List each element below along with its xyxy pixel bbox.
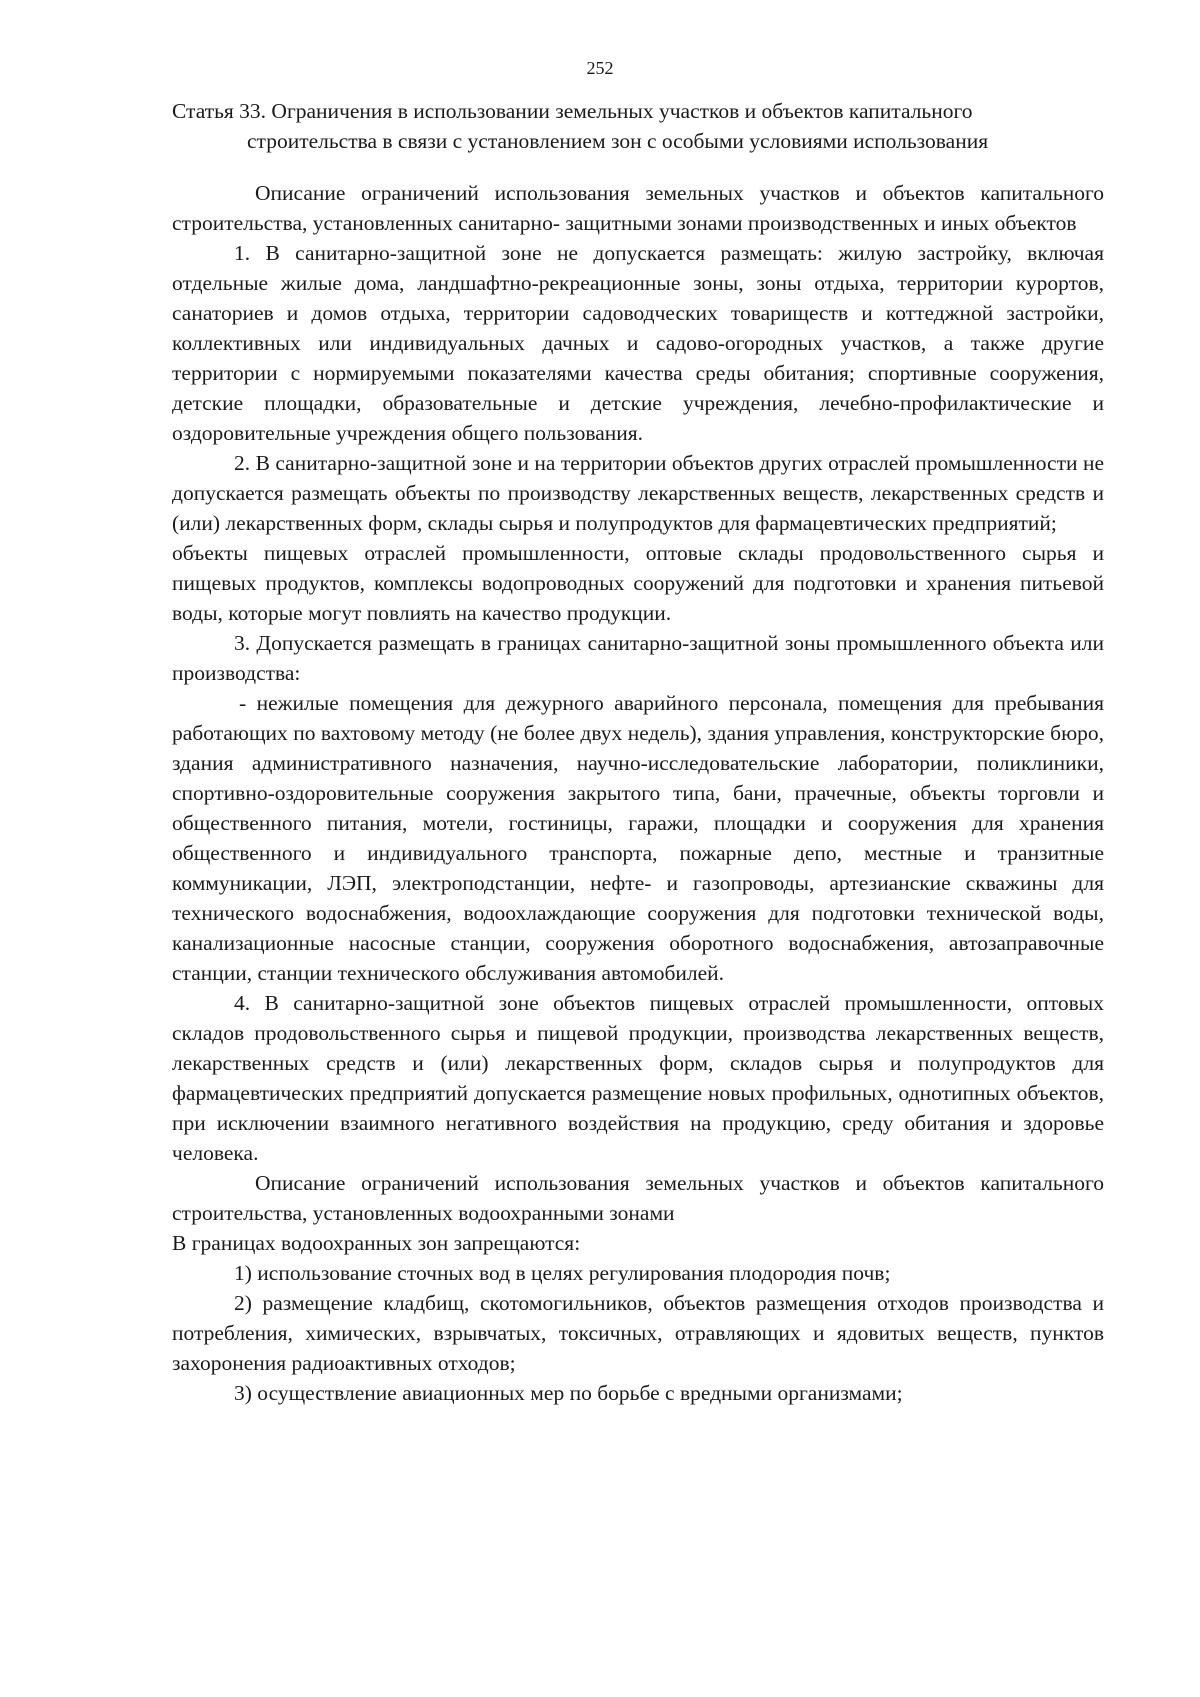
paragraph-4: 4. В санитарно-защитной зоне объектов пищевых отраслей промышленности, оптовых складов продовольственного сырья и пищевой продукции, производства лекарственных веществ, лекарственных средств и (или) лекарственных форм, складов сырья и полупродуктов для фармацевтических предприятий допускается размещение новых профильных, однотипных объектов, при исключении взаимного негативного воздействия на продукцию, среду обитания и здоровье человека.	[172, 991, 1104, 1165]
section-2-intro: В границах водоохранных зон запрещаются:	[172, 1231, 581, 1255]
paragraph-1: 1. В санитарно-защитной зоне не допускается размещать: жилую застройку, включая отдельные жилые дома, ландшафтно-рекреационные зоны, зоны отдыха, территории курортов, санаториев и домов отдыха, территории садоводческих товариществ и коттеджной застройки, коллективных или индивидуальных дачных и садово-огородных участков, а также другие территории с нормируемыми показателями качества среды обитания; спортивные сооружения, детские площадки, образовательные и детские учреждения, лечебно-профилактические и оздоровительные учреждения общего пользования.	[172, 241, 1104, 445]
paragraph-3-bullet: - нежилые помещения для дежурного аварийного персонала, помещения для пребывания работающих по вахтовому методу (не более двух недель), здания управления, конструкторские бюро, здания административного назначения, научно-исследовательские лаборатории, поликлиники, спортивно-оздоровительные сооружения закрытого типа, бани, прачечные, объекты торговли и общественного питания, мотели, гостиницы, гаражи, площадки и сооружения для хранения общественного и индивидуального транспорта, пожарные депо, местные и транзитные коммуникации, ЛЭП, электроподстанции, нефте- и газопроводы, артезианские скважины для технического водоснабжения, водоохлаждающие сооружения для подготовки технической воды, канализационные насосные станции, сооружения оборотного водоснабжения, автозаправочные станции, станции технического обслуживания автомобилей.	[172, 691, 1104, 985]
list-item: 2) размещение кладбищ, скотомогильников, объектов размещения отходов производства и потребления, химических, взрывчатых, токсичных, отравляющих и ядовитых веществ, пунктов захоронения радиоактивных отходов;	[172, 1291, 1104, 1375]
list-item: 1) использование сточных вод в целях регулирования плодородия почв;	[234, 1261, 891, 1285]
document-body	[172, 96, 1104, 1408]
article-title	[172, 96, 1104, 156]
paragraph-2: 2. В санитарно-защитной зоне и на территории объектов других отраслей промышленности не допускается размещать объекты по производству лекарственных веществ, лекарственных средств и (или) лекарственных форм, склады сырья и полупродуктов для фармацевтических предприятий;	[172, 451, 1104, 535]
article-title-line-2: строительства в связи с установлением зон с особыми условиями использования	[247, 129, 989, 153]
section-2-heading: Описание ограничений использования земельных участков и объектов капитального строительства, установленных водоохранными зонами	[172, 1171, 1104, 1225]
paragraph-2-continuation: объекты пищевых отраслей промышленности, оптовые склады продовольственного сырья и пищевых продуктов, комплексы водопроводных сооружений для подготовки и хранения питьевой воды, которые могут повлиять на качество продукции.	[172, 541, 1104, 625]
section-1-heading: Описание ограничений использования земельных участков и объектов капитального строительства, установленных санитарно- защитными зонами производственных и иных объектов	[172, 181, 1104, 235]
paragraph-3: 3. Допускается размещать в границах санитарно-защитной зоны промышленного объекта или производства:	[172, 631, 1104, 685]
spacer	[172, 156, 1104, 178]
article-title-line-1: Статья 33. Ограничения в использовании земельных участков и объектов капитального	[172, 99, 973, 123]
list-item: 3) осуществление авиационных мер по борьбе с вредными организмами;	[234, 1381, 903, 1405]
page-number: 252	[586, 58, 614, 78]
